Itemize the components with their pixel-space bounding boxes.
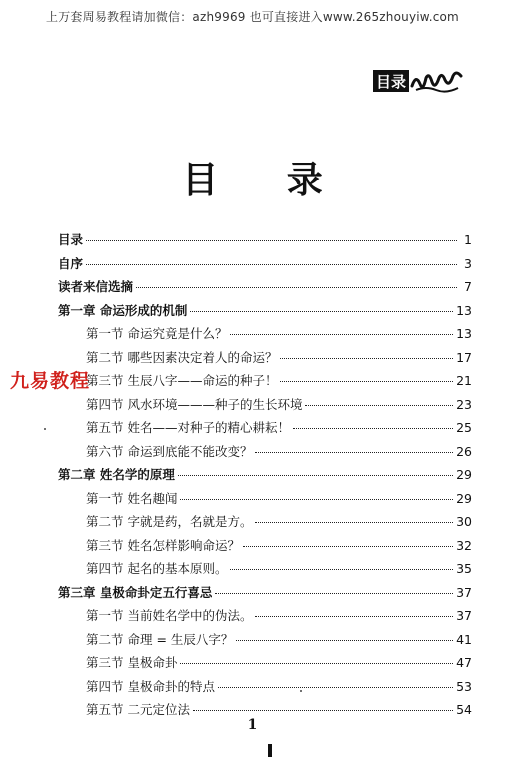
toc-entry-page: 35 (456, 561, 472, 576)
dot-leader (305, 405, 453, 406)
toc-entry-label: 第三节 生辰八字——命运的种子！ (86, 373, 278, 388)
toc-entry-label: 第五节 姓名——对种子的精心耕耘！ (86, 420, 290, 435)
toc-row (58, 371, 472, 395)
toc-entry-label: 第四节 起名的基本原则。 (86, 561, 228, 576)
toc-entry-page: 37 (456, 584, 472, 600)
toc-row (58, 559, 472, 583)
logo-stamp (372, 66, 472, 96)
dot-leader (180, 499, 453, 500)
toc-entry-label: 第五节 二元定位法 (86, 702, 190, 717)
toc-entry-label: 第三节 姓名怎样影响命运？ (86, 537, 240, 553)
dot-leader (190, 311, 453, 312)
toc-row (58, 630, 472, 654)
dot-leader (293, 428, 453, 429)
toc-entry-label: 第三节 皇极命卦 (86, 655, 178, 670)
toc-row (58, 418, 472, 442)
toc-entry-label: 第一节 姓名趣闻 (86, 490, 178, 506)
toc-entry-page: 41 (456, 631, 472, 647)
dot-leader (243, 546, 453, 547)
toc-row (58, 277, 472, 301)
toc-row (58, 442, 472, 466)
toc-entry-label: 第二节 命理 = 生辰八字？ (86, 631, 234, 647)
toc-entry-label: 第一章 命运形成的机制 (58, 302, 188, 318)
dot-leader (180, 663, 453, 664)
toc-row (58, 606, 472, 630)
toc-entry-page: 25 (456, 420, 472, 435)
toc-entry-label: 第四节 皇极命卦的特点 (86, 678, 215, 694)
dot-leader (218, 687, 453, 688)
dot-leader (136, 287, 457, 288)
dot-leader (230, 334, 453, 335)
header-note: 上万套周易教程请加微信：azh9969 也可直接进入www.265zhouyiw.com (46, 10, 459, 24)
toc-entry-label: 第二章 姓名学的原理 (58, 467, 175, 482)
toc-row (58, 536, 472, 560)
toc-row (58, 653, 472, 677)
dot-leader (86, 240, 457, 241)
dot-leader (280, 381, 453, 382)
toc-entry-label: 读者来信选摘 (58, 279, 134, 294)
toc-row (58, 465, 472, 489)
toc-entry-label: 自序 (58, 255, 84, 271)
toc-entry-label: 第二节 字就是药，名就是方。 (86, 514, 253, 529)
logo-text: 目录 (375, 73, 407, 91)
page-number: 1 (247, 717, 258, 733)
dot-leader (280, 358, 453, 359)
toc-entry-page: 13 (456, 326, 472, 341)
toc-entry-page: 3 (464, 255, 472, 271)
toc-row (58, 230, 472, 254)
toc-row (58, 301, 472, 325)
toc-entry-page: 53 (456, 678, 472, 694)
toc-entry-page: 13 (456, 302, 472, 318)
toc-entry-label: 第六节 命运到底能不能改变？ (86, 443, 253, 459)
page-title: 目 录 (182, 160, 351, 201)
toc-entry-label: 第四节 风水环境———种子的生长环境 (86, 396, 303, 412)
toc-entry-page: 1 (464, 232, 472, 247)
toc-entry-label: 第二节 哪些因素决定着人的命运？ (86, 349, 278, 365)
dot-leader (215, 593, 453, 594)
toc-row (58, 395, 472, 419)
dot-leader (230, 569, 453, 570)
toc-row (58, 324, 472, 348)
toc-entry-page: 26 (456, 443, 472, 459)
toc-row (58, 677, 472, 701)
toc-row (58, 512, 472, 536)
toc-row (58, 254, 472, 278)
toc-entry-label: 第一节 命运究竟是什么？ (86, 326, 228, 341)
toc-entry-page: 23 (456, 396, 472, 412)
scan-speck (300, 690, 302, 692)
toc-entry-page: 30 (456, 514, 472, 529)
scan-mark (268, 744, 272, 757)
dot-leader (255, 452, 453, 453)
table-of-contents (58, 230, 472, 724)
dot-leader (236, 640, 453, 641)
toc-row (58, 489, 472, 513)
toc-entry-page: 29 (456, 467, 472, 482)
dot-leader (255, 616, 453, 617)
toc-row (58, 583, 472, 607)
scan-speck (44, 428, 46, 430)
dot-leader (193, 710, 453, 711)
toc-entry-page: 54 (456, 702, 472, 717)
toc-entry-label: 目录 (58, 232, 84, 247)
toc-entry-page: 37 (456, 608, 472, 623)
toc-entry-label: 第三章 皇极命卦定五行喜忌 (58, 584, 213, 600)
toc-row (58, 348, 472, 372)
toc-entry-page: 47 (456, 655, 472, 670)
toc-entry-page: 29 (456, 490, 472, 506)
dot-leader (255, 522, 453, 523)
toc-entry-page: 17 (456, 349, 472, 365)
toc-entry-page: 7 (464, 279, 472, 294)
toc-entry-page: 21 (456, 373, 472, 388)
watermark: 九易教程 (10, 370, 91, 392)
dot-leader (178, 475, 453, 476)
toc-entry-page: 32 (456, 537, 472, 553)
toc-entry-label: 第一节 当前姓名学中的伪法。 (86, 608, 253, 623)
dot-leader (86, 264, 457, 265)
